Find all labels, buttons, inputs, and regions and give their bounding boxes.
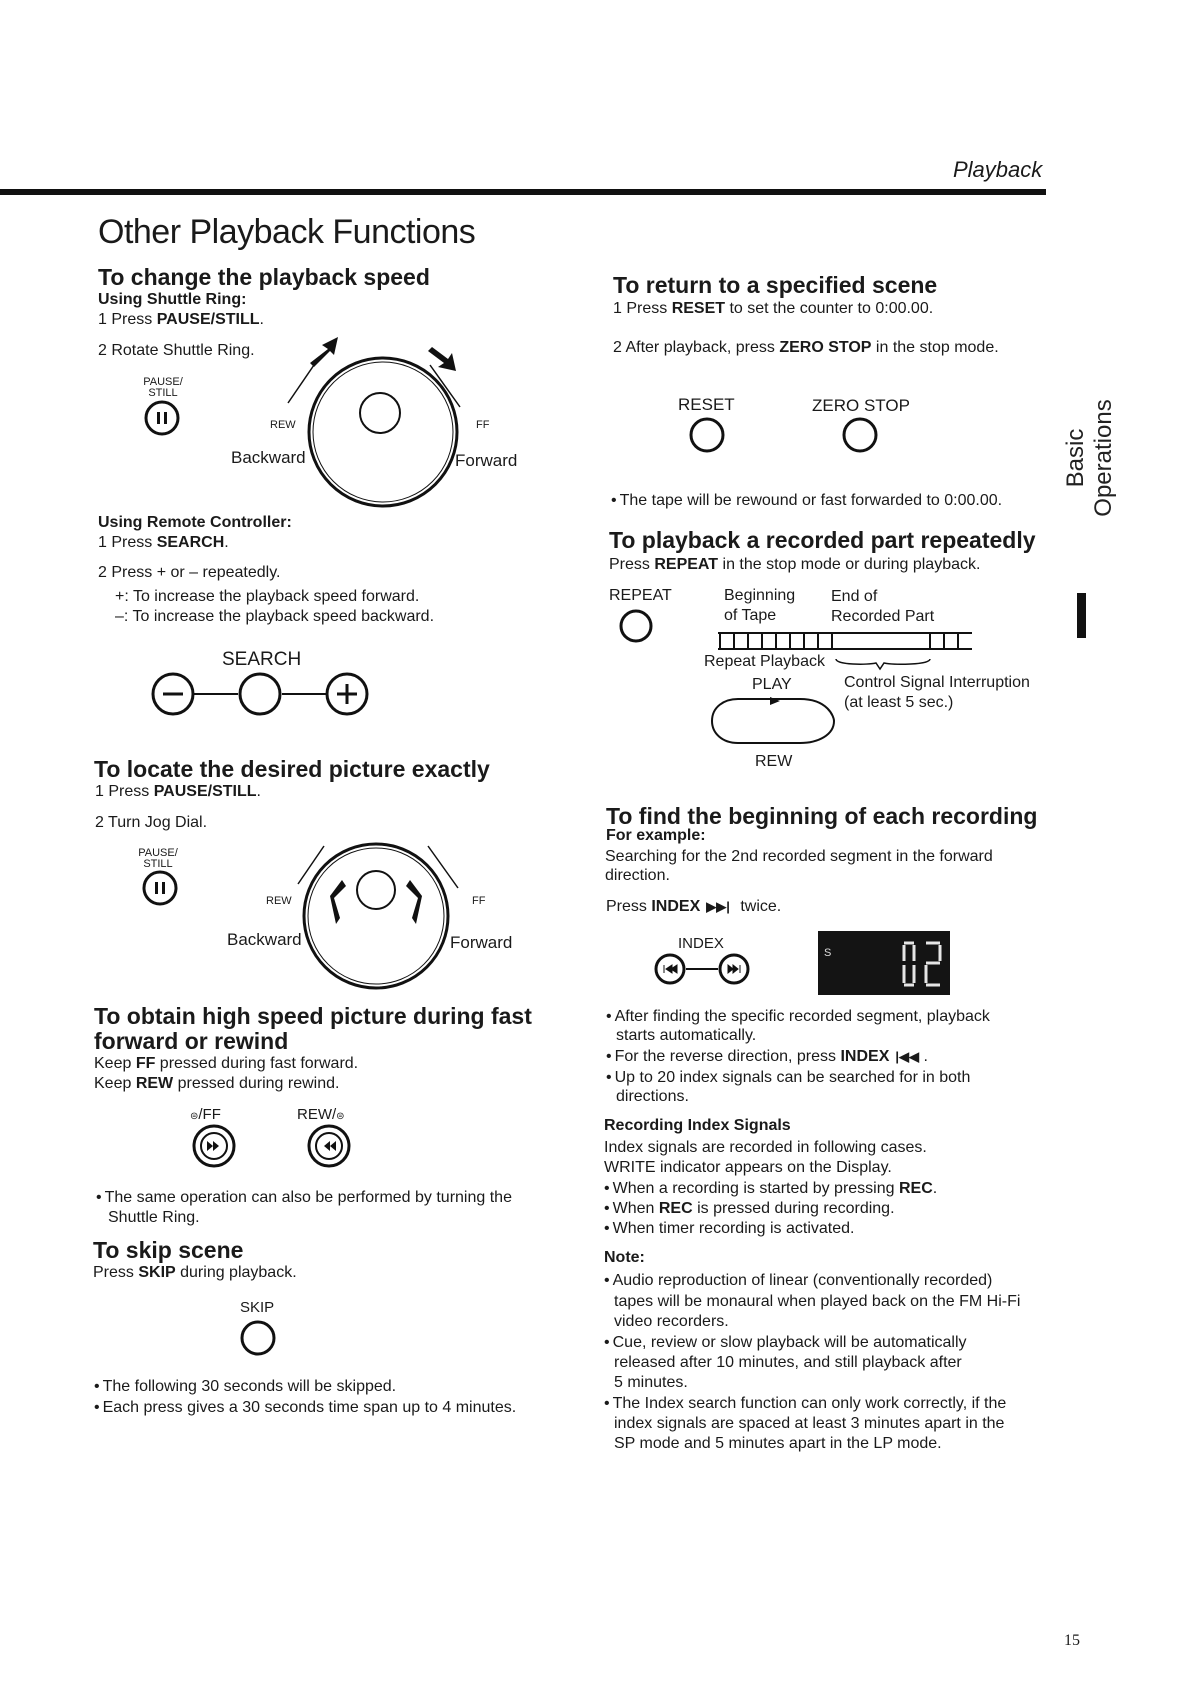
highspeed-line-1: Keep FF pressed during fast forward. bbox=[94, 1055, 359, 1072]
backward-label: Backward bbox=[231, 448, 306, 467]
note-3-line-2: index signals are spaced at least 3 minutes apart in the bbox=[614, 1415, 1005, 1432]
side-tab-bar bbox=[1077, 593, 1086, 638]
return-note: • The tape will be rewound or fast forwarded to 0:00.00. bbox=[611, 491, 1002, 511]
ris-line-2: WRITE indicator appears on the Display. bbox=[604, 1159, 892, 1176]
repeat-button-icon bbox=[618, 608, 658, 648]
return-heading: To return to a specified scene bbox=[613, 272, 938, 298]
example-line-2: direction. bbox=[605, 867, 670, 884]
header-rule bbox=[0, 189, 1046, 195]
rew-label-repeat: REW bbox=[755, 753, 793, 770]
backward-label-2: Backward bbox=[227, 930, 302, 949]
page-number: 15 bbox=[1064, 1632, 1080, 1649]
find-bullet-1b: starts automatically. bbox=[616, 1027, 757, 1044]
zero-stop-button-icon bbox=[841, 416, 881, 456]
pause-still-button-icon bbox=[142, 400, 182, 440]
skip-line: Press SKIP during playback. bbox=[93, 1264, 297, 1281]
skip-note-1: • The following 30 seconds will be skipped. bbox=[94, 1377, 396, 1397]
rew-button-label: REW/⊜ bbox=[297, 1106, 345, 1123]
remote-subheading: Using Remote Controller: bbox=[98, 514, 292, 531]
ris-heading: Recording Index Signals bbox=[604, 1117, 791, 1134]
end-label: End of Recorded Part bbox=[831, 588, 935, 625]
highspeed-heading-2: forward or rewind bbox=[94, 1028, 289, 1054]
pause-still-label-2: PAUSE/ STILL bbox=[138, 847, 178, 870]
reset-label: RESET bbox=[678, 395, 735, 414]
play-label: PLAY bbox=[752, 676, 792, 693]
skip-note-2: • Each press gives a 30 seconds time span up to 4 minutes. bbox=[94, 1398, 516, 1418]
repeat-loop-diagram bbox=[708, 695, 843, 750]
return-step-1: 1 Press RESET to set the counter to 0:00.00. bbox=[613, 300, 934, 317]
ris-bullet-1: • When a recording is started by pressing REC. bbox=[604, 1179, 937, 1199]
note-1-line-2: tapes will be monaural when played back on the FM Hi-Fi bbox=[614, 1293, 1021, 1310]
control-signal-label: Control Signal Interruption (at least 5 sec.) bbox=[844, 674, 1030, 711]
forward-label-2: Forward bbox=[450, 933, 513, 952]
note-3-line-3: SP mode and 5 minutes apart in the LP mode. bbox=[614, 1435, 942, 1452]
note-1-line-1: • Audio reproduction of linear (conventionally recorded) bbox=[604, 1271, 992, 1291]
index-buttons-label: INDEX bbox=[678, 935, 724, 952]
display-s-indicator: S bbox=[824, 947, 832, 959]
page-title: Other Playback Functions bbox=[98, 213, 476, 251]
zero-stop-label: ZERO STOP bbox=[812, 396, 910, 415]
rew-button-icon bbox=[307, 1124, 353, 1170]
side-tab-label: Basic Operations bbox=[1062, 399, 1117, 517]
note-3-line-1: • The Index search function can only work correctly, if the bbox=[604, 1394, 1006, 1414]
note-2-line-1: • Cue, review or slow playback will be automatically bbox=[604, 1333, 967, 1353]
shuttle-subheading: Using Shuttle Ring: bbox=[98, 291, 247, 308]
pause-still-button-icon-2 bbox=[140, 870, 180, 910]
remote-step-1: 1 Press SEARCH. bbox=[98, 534, 229, 551]
ris-bullet-2: • When REC is pressed during recording. bbox=[604, 1199, 895, 1219]
skip-button-icon bbox=[238, 1320, 278, 1360]
speed-step-1: 1 Press PAUSE/STILL. bbox=[98, 311, 264, 328]
index-buttons-icon bbox=[652, 952, 752, 988]
skip-heading: To skip scene bbox=[93, 1237, 244, 1263]
ff-label: FF bbox=[476, 419, 490, 431]
locate-step-2: 2 Turn Jog Dial. bbox=[95, 814, 208, 831]
find-bullet-1: • After finding the specific recorded segment, playback bbox=[606, 1007, 990, 1027]
ff-button-icon bbox=[192, 1124, 238, 1170]
return-step-2: 2 After playback, press ZERO STOP in the stop mode. bbox=[613, 339, 999, 356]
repeat-line: Press REPEAT in the stop mode or during playback. bbox=[609, 556, 981, 573]
rew-label-2: REW bbox=[266, 895, 292, 907]
highspeed-line-2: Keep REW pressed during rewind. bbox=[94, 1075, 340, 1092]
forward-label: Forward bbox=[455, 451, 518, 470]
repeat-playback-label: Repeat Playback bbox=[704, 653, 825, 670]
skip-button-label: SKIP bbox=[240, 1299, 275, 1316]
index-press-line: Press INDEX ▶▶| twice. bbox=[606, 898, 782, 915]
shuttle-ring-diagram bbox=[270, 335, 490, 515]
ff-label-2: FF bbox=[472, 895, 486, 907]
pause-still-label: PAUSE/ STILL bbox=[143, 376, 183, 399]
section-title: Playback bbox=[953, 157, 1043, 182]
find-heading: To find the beginning of each recording bbox=[606, 803, 1038, 829]
highspeed-note-2: Shuttle Ring. bbox=[108, 1209, 200, 1226]
search-label: SEARCH bbox=[222, 649, 302, 670]
plus-note: +: To increase the playback speed forward. bbox=[115, 588, 420, 605]
locate-heading: To locate the desired picture exactly bbox=[94, 756, 490, 782]
speed-step-2: 2 Rotate Shuttle Ring. bbox=[98, 342, 255, 359]
highspeed-note-1: • The same operation can also be performed by turning the bbox=[96, 1188, 512, 1208]
ff-button-label: ⊜/FF bbox=[190, 1106, 221, 1123]
find-bullet-3b: directions. bbox=[616, 1088, 689, 1105]
find-bullet-2: • For the reverse direction, press INDEX |◀◀ . bbox=[606, 1047, 928, 1067]
note-heading: Note: bbox=[604, 1249, 645, 1266]
remote-step-2: 2 Press + or – repeatedly. bbox=[98, 564, 281, 581]
example-subheading: For example: bbox=[606, 827, 706, 844]
ris-line-1: Index signals are recorded in following cases. bbox=[604, 1139, 927, 1156]
speed-heading: To change the playback speed bbox=[98, 264, 430, 290]
jog-dial-diagram bbox=[268, 840, 488, 1000]
example-line-1: Searching for the 2nd recorded segment in the forward bbox=[605, 848, 993, 865]
locate-step-1: 1 Press PAUSE/STILL. bbox=[95, 783, 261, 800]
highspeed-heading-1: To obtain high speed picture during fast bbox=[94, 1003, 532, 1029]
display-digits-icon bbox=[896, 939, 948, 989]
rew-label: REW bbox=[270, 419, 296, 431]
note-2-line-2: released after 10 minutes, and still playback after bbox=[614, 1354, 962, 1371]
find-bullet-3: • Up to 20 index signals can be searched for in both bbox=[606, 1068, 970, 1088]
reset-button-icon bbox=[688, 416, 728, 456]
repeat-heading: To playback a recorded part repeatedly bbox=[609, 527, 1036, 553]
note-2-line-3: 5 minutes. bbox=[614, 1374, 688, 1391]
search-buttons-diagram bbox=[140, 668, 400, 724]
note-1-line-3: video recorders. bbox=[614, 1313, 729, 1330]
minus-note: –: To increase the playback speed backward. bbox=[115, 608, 435, 625]
repeat-button-label: REPEAT bbox=[609, 587, 672, 604]
beginning-label: Beginning of Tape bbox=[724, 587, 796, 624]
ris-bullet-3: • When timer recording is activated. bbox=[604, 1219, 854, 1239]
index-display-panel bbox=[818, 931, 950, 995]
